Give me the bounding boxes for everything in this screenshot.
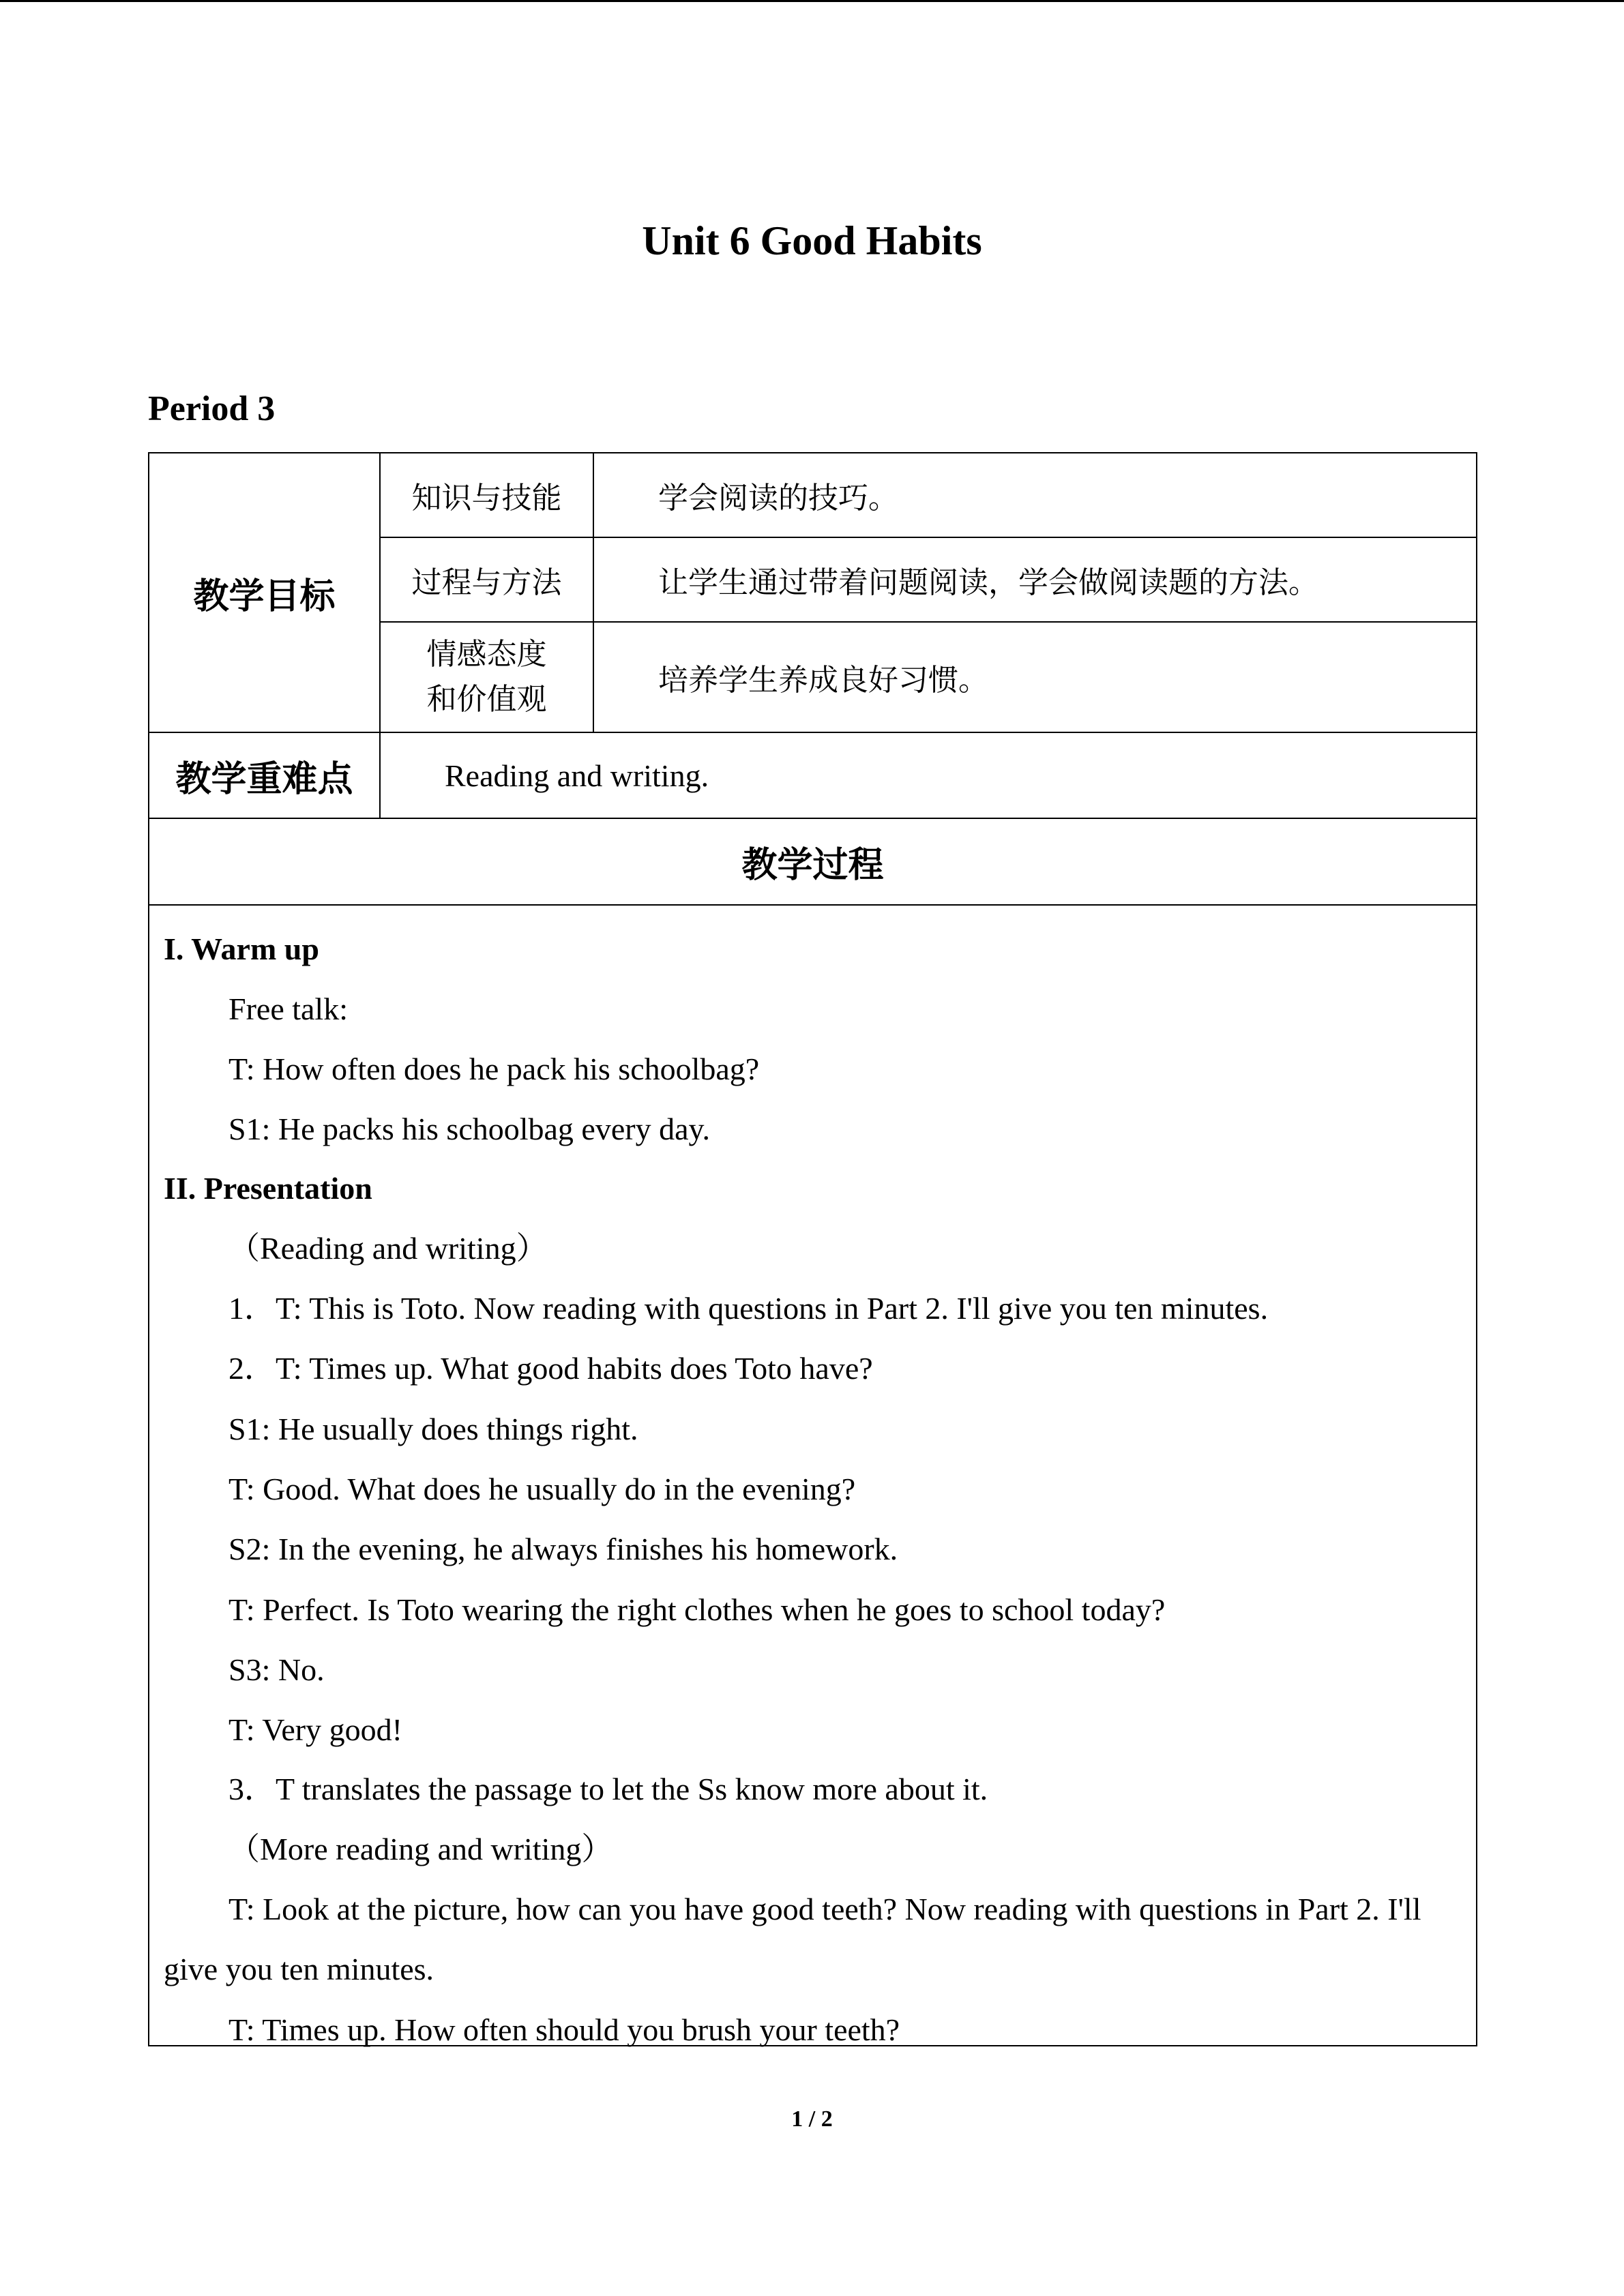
objective-category-text: 知识与技能 bbox=[411, 481, 562, 516]
objective-category-text: 和价值观 bbox=[426, 682, 547, 717]
process-line: T: How often does he pack his schoolbag? bbox=[228, 1052, 760, 1086]
process-line: T: Good. What does he usually do in the evening? bbox=[228, 1472, 856, 1506]
objective-category-text: 情感态度 bbox=[426, 637, 547, 672]
page-number: 1 / 2 bbox=[791, 2106, 833, 2132]
objective-category bbox=[381, 538, 593, 621]
period-heading: Period 3 bbox=[148, 389, 276, 428]
process-line: （More reading and writing） bbox=[228, 1832, 613, 1866]
process-line: S3: No. bbox=[228, 1652, 325, 1687]
row-divider bbox=[149, 904, 1476, 906]
key-points-label: 教学重难点 bbox=[175, 758, 353, 800]
process-line: S2: In the evening, he always finishes his homework. bbox=[228, 1532, 898, 1566]
document-title: Unit 6 Good Habits bbox=[642, 218, 982, 263]
top-border-line bbox=[0, 0, 1624, 2]
process-line: S1: He usually does things right. bbox=[228, 1412, 638, 1446]
process-line: T: Perfect. Is Toto wearing the right clothes when he goes to school today? bbox=[228, 1592, 1166, 1627]
process-line: 2．T: Times up. What good habits does Toto have? bbox=[228, 1351, 873, 1386]
presentation-heading: II. Presentation bbox=[164, 1171, 372, 1206]
process-line: Free talk: bbox=[228, 992, 348, 1026]
process-line: 3．T translates the passage to let the Ss know more about it. bbox=[228, 1772, 988, 1806]
process-line: （Reading and writing） bbox=[228, 1231, 548, 1266]
objectives-label: 教学目标 bbox=[193, 576, 336, 617]
process-line: T: Times up. How often should you brush your teeth? bbox=[228, 2012, 900, 2047]
warmup-heading: I. Warm up bbox=[164, 931, 319, 966]
process-line: 1．T: This is Toto. Now reading with questions in Part 2. I'll give you ten minutes. bbox=[228, 1291, 1269, 1326]
process-line: T: Very good! bbox=[228, 1712, 402, 1747]
objective-category bbox=[381, 623, 593, 732]
objective-content: 培养学生养成良好习惯。 bbox=[658, 663, 988, 698]
process-paragraph: T: Look at the picture, how can you have good teeth? Now reading with questions in Part 2. I'll give you ten minutes. bbox=[164, 1892, 1421, 1986]
process-header: 教学过程 bbox=[741, 845, 884, 886]
objective-category-text: 过程与方法 bbox=[411, 565, 562, 600]
process-line: S1: He packs his schoolbag every day. bbox=[228, 1112, 711, 1146]
objective-content: 学会阅读的技巧。 bbox=[658, 481, 898, 516]
key-points-content: Reading and writing. bbox=[445, 758, 709, 793]
objective-category bbox=[381, 453, 593, 537]
objective-content: 让学生通过带着问题阅读，学会做阅读题的方法。 bbox=[658, 565, 1318, 600]
